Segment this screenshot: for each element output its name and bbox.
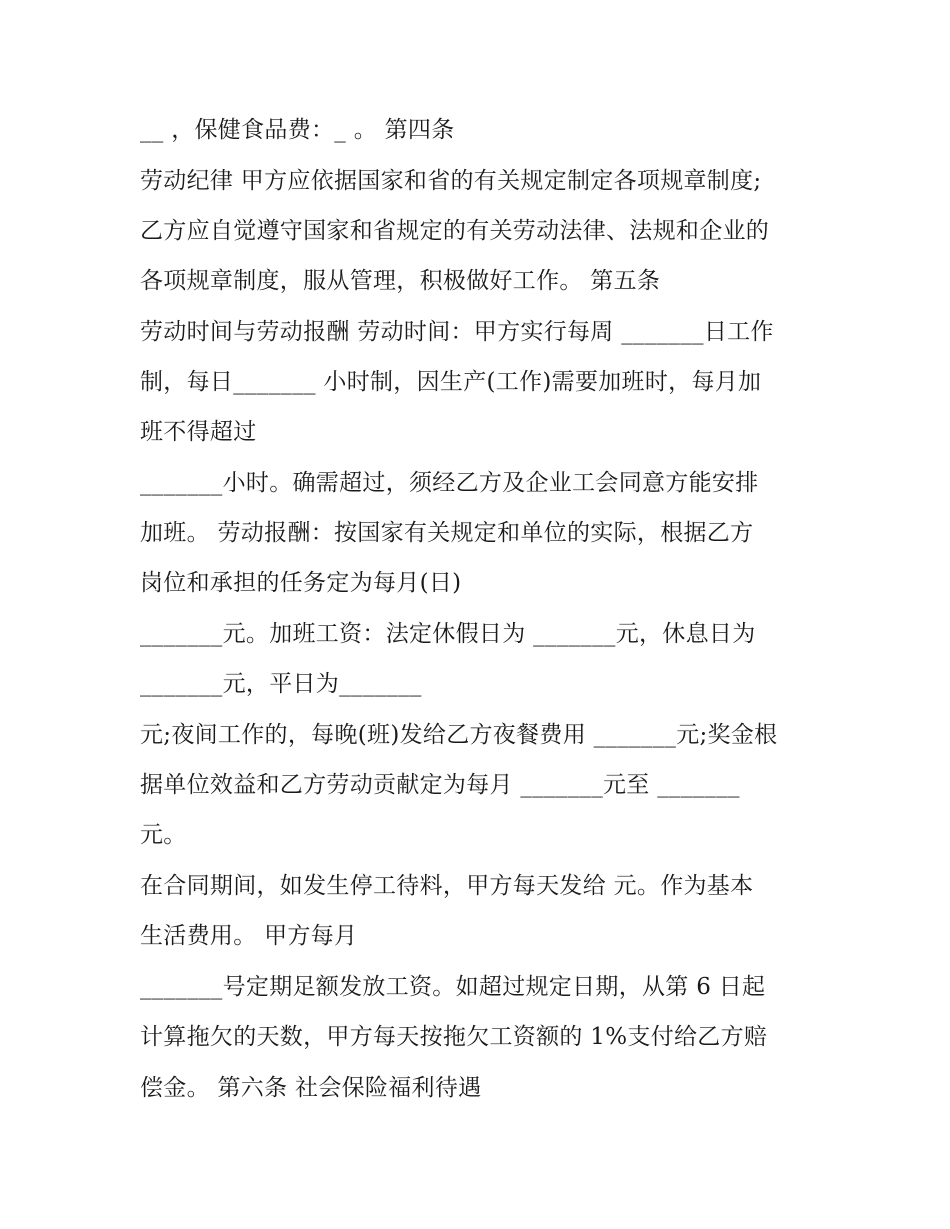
text-line: _______元，平日为_______ [140,671,422,697]
text-line: 在合同期间，如发生停工待料，甲方每天发给 元。作为基本 [140,873,754,899]
text-line: 元。 [140,822,187,848]
text-line: 偿金。 第六条 社会保险福利待遇 [140,1075,482,1101]
text-line: 岗位和承担的任务定为每月(日) [140,570,462,596]
text-line: 据单位效益和乙方劳动贡献定为每月 _______元至 _______ [140,772,740,798]
text-line: 加班。 劳动报酬：按国家有关规定和单位的实际，根据乙方 [140,520,754,546]
text-line: _______小时。确需超过，须经乙方及企业工会同意方能安排 [140,470,759,496]
text-line: 乙方应自觉遵守国家和省规定的有关劳动法律、法规和企业的 [140,218,770,244]
text-line: 制，每日_______ 小时制，因生产(工作)需要加班时，每月加 [140,369,762,395]
text-line: 生活费用。 甲方每月 [140,923,358,949]
text-line: 计算拖欠的天数，甲方每天按拖欠工资额的 1%支付给乙方赔 [140,1024,768,1050]
text-line: 劳动纪律 甲方应依据国家和省的有关规定制定各项规章制度; [140,168,762,194]
text-line: __ ，保健食品费：_ 。 第四条 [140,117,455,143]
text-line: 元;夜间工作的，每晚(班)发给乙方夜餐费用 _______元;奖金根 [140,722,778,748]
text-line: 劳动时间与劳动报酬 劳动时间：甲方实行每周 _______日工作 [140,319,774,345]
text-line: _______元。加班工资：法定休假日为 _______元，休息日为 [140,621,756,647]
text-line: 班不得超过 [140,419,257,445]
text-line: 各项规章制度，服从管理，积极做好工作。 第五条 [140,268,661,294]
text-line: _______号定期足额发放工资。如超过规定日期，从第 6 日起 [140,974,766,1000]
